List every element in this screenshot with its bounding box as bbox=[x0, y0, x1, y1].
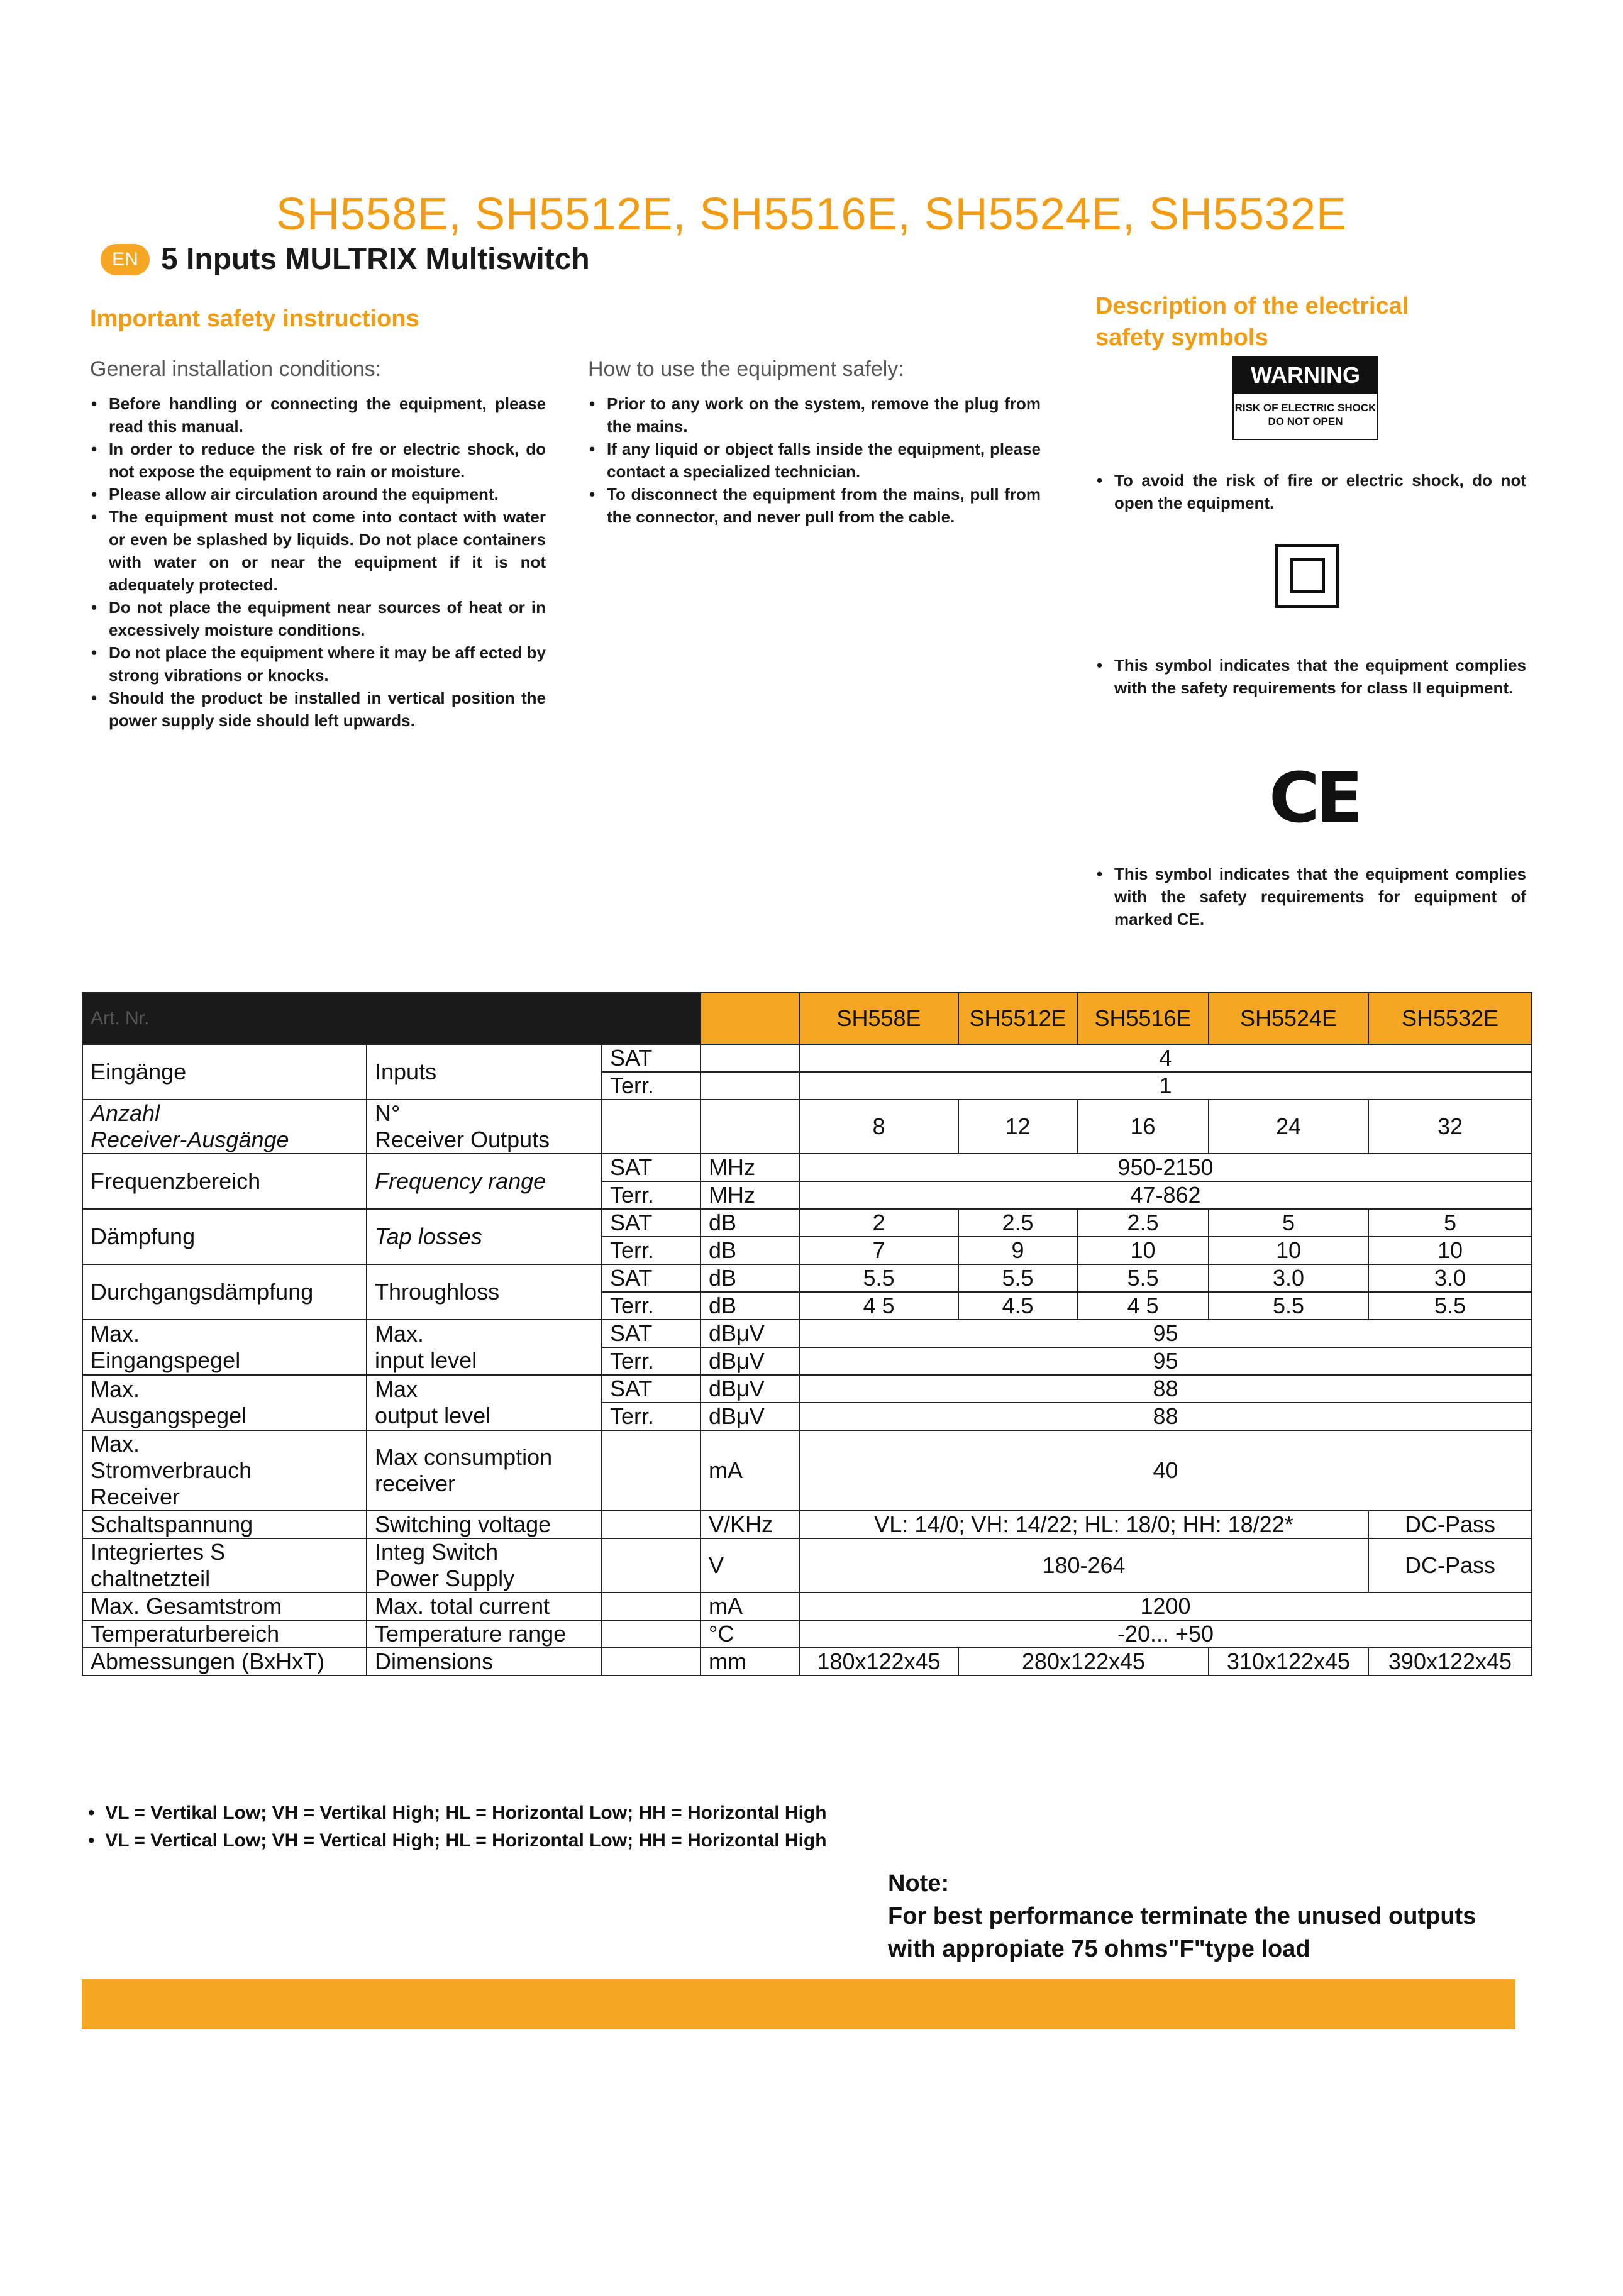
product-subtitle: 5 Inputs MULTRIX Multiswitch bbox=[161, 243, 590, 276]
table-row: Durchgangsdämpfung Throughloss SAT dB 5.5 5.5 5.5 3.0 3.0 bbox=[82, 1264, 1532, 1292]
howto-list bbox=[588, 392, 1041, 528]
list-item: • Do not place the equipment where it may be aff ected by strong vibrations or knocks. bbox=[91, 643, 546, 685]
class-ii-description bbox=[1095, 654, 1526, 699]
table-row: Terr. dB 4 5 4.5 4 5 5.5 5.5 bbox=[82, 1292, 1532, 1320]
table-row: Max. Stromverbrauch Receiver Max consumption receiver mA 40 bbox=[82, 1430, 1532, 1511]
table-row: Terr. dBμV 95 bbox=[82, 1347, 1532, 1375]
table-header-row bbox=[82, 993, 1532, 1044]
list-item: • To avoid the risk of fire or electric shock, do not open the equipment. bbox=[1097, 471, 1526, 512]
warning-label: WARNING RISK OF ELECTRIC SHOCK DO NOT OPEN bbox=[1232, 356, 1378, 440]
class-ii-icon bbox=[1275, 544, 1339, 608]
table-row: Integriertes S chaltnetzteil Integ Switch Power Supply V 180-264 DC-Pass bbox=[82, 1538, 1532, 1592]
list-item: • Do not place the equipment near sources of heat or in excessively moisture conditions. bbox=[91, 598, 546, 639]
page-title: SH558E, SH5512E, SH5516E, SH5524E, SH5532E bbox=[275, 189, 1348, 240]
list-item: • Should the product be installed in vertical position the power supply side should left upwards. bbox=[91, 688, 546, 730]
model-header: SH5512E bbox=[958, 993, 1077, 1044]
subtitle-row bbox=[101, 242, 590, 277]
table-row: Eingänge Inputs SAT 4 bbox=[82, 1044, 1532, 1072]
specification-table bbox=[82, 992, 1532, 1676]
table-row: Max. Gesamtstrom Max. total current mA 1200 bbox=[82, 1592, 1532, 1620]
model-header: SH558E bbox=[799, 993, 958, 1044]
model-header: SH5524E bbox=[1209, 993, 1368, 1044]
model-header: SH5516E bbox=[1077, 993, 1209, 1044]
language-badge: EN bbox=[101, 244, 150, 275]
footnotes: • VL = Vertikal Low; VH = Vertikal High; HL = Horizontal Low; HH = Horizontal High • VL = Vertical Low; VH = Vertical High; HL = Horizontal Low; HH = Horizontal High bbox=[88, 1802, 827, 1851]
list-item: • Prior to any work on the system, remove the plug from the mains. bbox=[589, 394, 1041, 436]
list-item: • This symbol indicates that the equipment complies with the safety requirements for equipment of marked CE. bbox=[1097, 864, 1526, 929]
list-item: • Please allow air circulation around the equipment. bbox=[91, 485, 499, 504]
table-row: Terr. MHz 47-862 bbox=[82, 1181, 1532, 1209]
general-heading: General installation conditions: bbox=[90, 357, 382, 381]
symbols-heading: Description of the electrical safety symbols bbox=[1095, 293, 1409, 351]
ce-description bbox=[1095, 863, 1526, 930]
list-item: • The equipment must not come into contact with water or even be splashed by liquids. Do not place containers with water on or near the equipment if it is not adequately protected. bbox=[91, 507, 546, 594]
table-row: Schaltspannung Switching voltage V/KHz VL: 14/0; VH: 14/22; HL: 18/0; HH: 18/22* DC-Pass bbox=[82, 1511, 1532, 1538]
table-row: Terr. dB 7 9 10 10 10 bbox=[82, 1237, 1532, 1264]
general-list bbox=[90, 392, 546, 732]
ce-mark-icon: CE bbox=[1269, 758, 1360, 838]
table-row: Temperaturbereich Temperature range °C -20... +50 bbox=[82, 1620, 1532, 1648]
table-row: Terr. 1 bbox=[82, 1072, 1532, 1100]
table-row: Max. Ausgangspegel Max output level SAT dBμV 88 bbox=[82, 1375, 1532, 1403]
table-row: Anzahl Receiver-Ausgänge N° Receiver Outputs 8 12 16 24 32 bbox=[82, 1100, 1532, 1154]
list-item: • If any liquid or object falls inside the equipment, please contact a specialized technician. bbox=[589, 439, 1041, 481]
note-block: Note: For best performance terminate the unused outputs with appropiate 75 ohms"F"type load bbox=[888, 1870, 1476, 1962]
table-row: Frequenzbereich Frequency range SAT MHz 950-2150 bbox=[82, 1154, 1532, 1181]
table-row: Terr. dBμV 88 bbox=[82, 1403, 1532, 1430]
table-row: Dämpfung Tap losses SAT dB 2 2.5 2.5 5 5 bbox=[82, 1209, 1532, 1237]
safety-heading: Important safety instructions bbox=[90, 306, 419, 332]
footer-bar bbox=[82, 1979, 1515, 2029]
list-item: • This symbol indicates that the equipment complies with the safety requirements for class II equipment. bbox=[1097, 656, 1526, 697]
art-nr-header: Art. Nr. bbox=[82, 993, 701, 1044]
list-item: • To disconnect the equipment from the mains, pull from the connector, and never pull from the cable. bbox=[589, 485, 1041, 526]
warning-description bbox=[1095, 469, 1526, 514]
table-row: Max. Eingangspegel Max. input level SAT dBμV 95 bbox=[82, 1320, 1532, 1347]
howto-heading: How to use the equipment safely: bbox=[588, 357, 904, 381]
table-row: Abmessungen (BxHxT) Dimensions mm 180x122x45 280x122x45 310x122x45 390x122x45 bbox=[82, 1648, 1532, 1675]
list-item: • Before handling or connecting the equipment, please read this manual. bbox=[91, 394, 546, 436]
model-header: SH5532E bbox=[1368, 993, 1532, 1044]
list-item: • In order to reduce the risk of fre or electric shock, do not expose the equipment to rain or moisture. bbox=[91, 439, 546, 481]
